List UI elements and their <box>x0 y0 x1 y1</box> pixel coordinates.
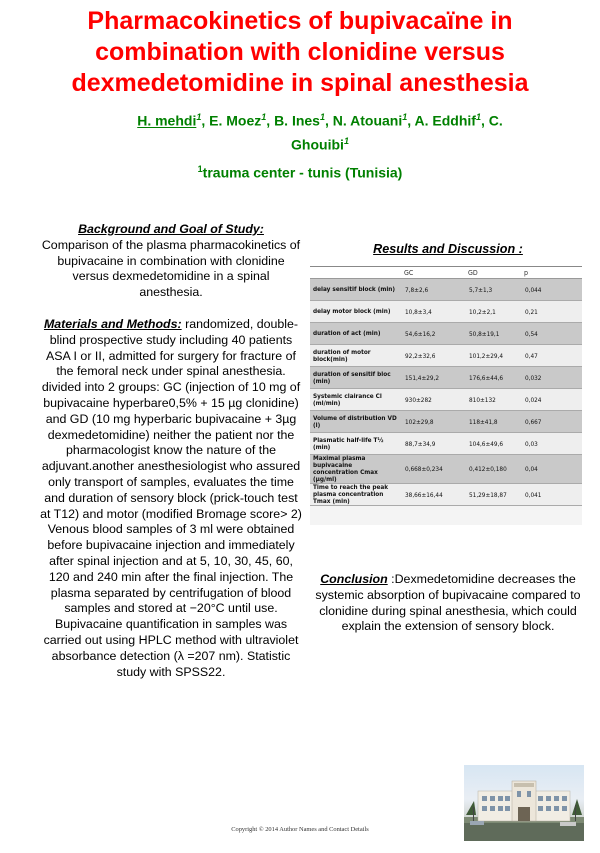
gd-cell: 50,8±19,1 <box>466 323 522 345</box>
table-row <box>310 345 582 367</box>
gd-cell: 10,2±2,1 <box>466 301 522 323</box>
author-name: E. Moez <box>209 112 262 129</box>
background-section <box>40 222 302 301</box>
column-header: GC <box>402 267 466 279</box>
left-column <box>40 222 302 680</box>
author-sep: , <box>324 112 333 129</box>
author-sup: 1 <box>196 112 202 122</box>
table-row <box>310 301 582 323</box>
results-table <box>310 266 582 525</box>
author-sup: 1 <box>343 135 349 146</box>
gc-cell: 54,6±16,2 <box>402 323 466 345</box>
parameter-cell: duration of act (min) <box>310 323 402 345</box>
table-row <box>310 389 582 411</box>
author-sup: 1 <box>402 112 408 122</box>
author-sup: 1 <box>475 112 481 122</box>
gd-cell: 5,7±1,3 <box>466 279 522 301</box>
table-row <box>310 455 582 484</box>
background-heading: Background and Goal of Study: <box>78 222 264 236</box>
table-row <box>310 433 582 455</box>
p-cell: 0,03 <box>522 433 582 455</box>
p-cell: 0,54 <box>522 323 582 345</box>
p-cell: 0,041 <box>522 484 582 506</box>
column-header <box>310 267 402 279</box>
author-name: N. Atouani <box>332 112 403 129</box>
p-cell: 0,21 <box>522 301 582 323</box>
conclusion-heading: Conclusion <box>320 572 388 586</box>
gd-cell: 810±132 <box>466 389 522 411</box>
gc-cell: 92,2±32,6 <box>402 345 466 367</box>
gd-cell: 104,6±49,6 <box>466 433 522 455</box>
parameter-cell: Volume of distribution VD (l) <box>310 411 402 433</box>
parameter-cell: Plasmatic half-life T½ (min) <box>310 433 402 455</box>
gd-cell: 118±41,8 <box>466 411 522 433</box>
gd-cell: 51,29±18,87 <box>466 484 522 506</box>
methods-section <box>40 317 302 680</box>
gc-cell: 102±29,8 <box>402 411 466 433</box>
p-cell: 0,024 <box>522 389 582 411</box>
results-heading: Results and Discussion : <box>373 242 523 256</box>
author-sep: , <box>266 112 275 129</box>
conclusion-text: :Dexmedetomidine decreases the systemic absorption of bupivacaine compared to clonidine during spinal anesthesia, which could explain the extension of sensory block. <box>315 572 581 634</box>
parameter-cell: Time to reach the peak plasma concentration Tmax (min) <box>310 484 402 506</box>
parameter-cell: delay motor block (min) <box>310 301 402 323</box>
p-cell: 0,04 <box>522 455 582 484</box>
table-row <box>310 323 582 345</box>
gc-cell: 0,668±0,234 <box>402 455 466 484</box>
poster-title: Pharmacokinetics of bupivacaïne in combination with clonidine versus dexmedetomidine in spinal anesthesia <box>71 7 529 97</box>
author-name: C. Ghouibi <box>291 112 503 153</box>
table-header-row <box>310 267 582 279</box>
gd-cell: 0,412±0,180 <box>466 455 522 484</box>
gc-cell: 38,66±16,44 <box>402 484 466 506</box>
table-row <box>310 279 582 301</box>
gd-cell: 176,6±44,6 <box>466 367 522 389</box>
gc-cell: 7,8±2,6 <box>402 279 466 301</box>
author-sup: 1 <box>261 112 267 122</box>
p-cell: 0,044 <box>522 279 582 301</box>
parameter-cell: delay sensitif block (min) <box>310 279 402 301</box>
column-header: GD <box>466 267 522 279</box>
author-list <box>120 107 520 154</box>
gd-cell: 101,2±29,4 <box>466 345 522 367</box>
table-row <box>310 367 582 389</box>
gc-cell: 930±282 <box>402 389 466 411</box>
parameter-cell: Maximal plasma bupivacaine concentration Cmax (µg/ml) <box>310 455 402 484</box>
gc-cell: 88,7±34,9 <box>402 433 466 455</box>
author-name: B. Ines <box>274 112 320 129</box>
author-sep: , <box>480 112 489 129</box>
p-cell: 0,47 <box>522 345 582 367</box>
affiliation-text: trauma center - tunis (Tunisia) <box>202 164 403 181</box>
affiliation-sup: 1 <box>197 164 203 174</box>
author-sup: 1 <box>319 112 325 122</box>
p-cell: 0,032 <box>522 367 582 389</box>
parameter-cell: Systemic clairance Cl (ml/min) <box>310 389 402 411</box>
parameter-cell: duration of sensitif bloc (min) <box>310 367 402 389</box>
gc-cell: 151,4±29,2 <box>402 367 466 389</box>
author-sep: , <box>201 112 210 129</box>
methods-text: randomized, double-blind prospective study including 40 patients ASA I or II, admitted for surgery for fracture of the femoral neck under spinal anesthesia. divided into 2 groups: GC (injection of 10 mg of bupivacaine hyperbare0,5% + 15 µg clonidine) and GD (10 mg hyperbaric bupivacaine + 3µg dexmedetomidine) neither the patient nor the pharmacologist know the nature of the adjuvant.another anesthesiologist who assured only transport of samples, evaluates the time and duration of sensory block (prick-touch test at T12) and motor (modified Bromage score> 2) Venous blood samples of 3 ml were obtained before bupivacaine injection and immediately after spinal injection and at 5, 10, 30, 45, 60, 120 and 240 min after the final injection. The plasma separated by centrifugation of blood samples and stored at −20°C until use. Bupivacaine quantification in samples was carried out using HPLC method with ultraviolet absorbance detection (λ =207 nm). Statistic study with SPSS22. <box>40 316 302 679</box>
author-name: H. mehdi <box>137 112 197 129</box>
column-header: p <box>522 267 582 279</box>
p-cell: 0,667 <box>522 411 582 433</box>
table-row <box>310 411 582 433</box>
copyright-footer: Copyright © 2014 Author Names and Contact Details <box>231 826 369 833</box>
methods-heading: Materials and Methods: <box>43 316 182 331</box>
parameter-cell: duration of motor block(min) <box>310 345 402 367</box>
background-text: Comparison of the plasma pharmacokinetics of bupivacaine in combination with clonidine versus dexmedetomidine in a spinal anesthesia. <box>41 237 301 300</box>
gc-cell: 10,8±3,4 <box>402 301 466 323</box>
conclusion-section <box>312 572 584 635</box>
table-row <box>310 484 582 506</box>
author-sep: , <box>407 112 415 129</box>
author-name: A. Eddhif <box>414 112 476 129</box>
affiliation <box>150 164 450 181</box>
